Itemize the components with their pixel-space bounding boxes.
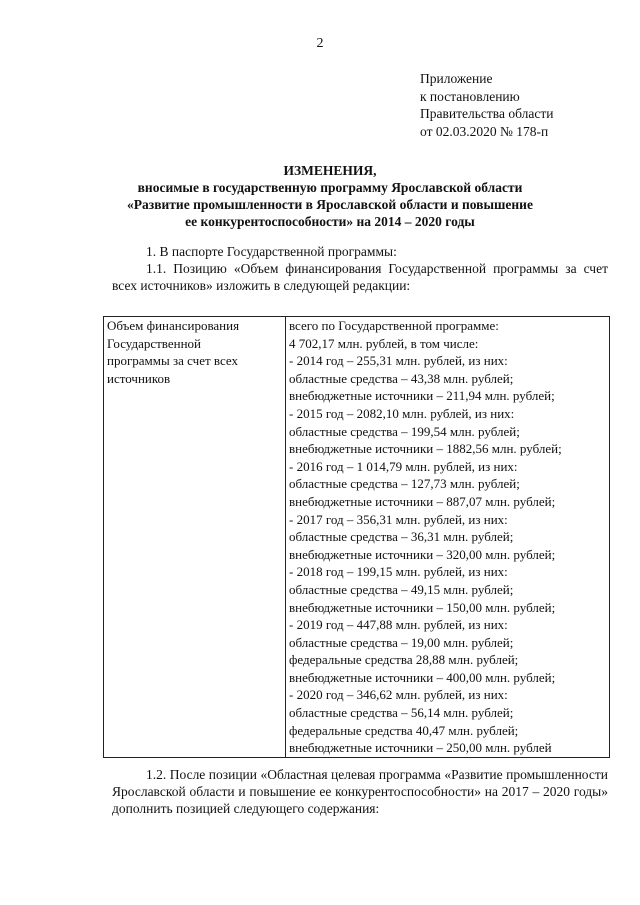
- table-line: внебюджетные источники – 887,07 млн. рублей;: [289, 493, 556, 509]
- table-line: - 2020 год – 346,62 млн. рублей, из них:: [289, 687, 508, 703]
- table-line: программы за счет всех: [107, 353, 238, 369]
- table-line: - 2014 год – 255,31 млн. рублей, из них:: [289, 353, 508, 369]
- paragraph-1-2: 1.2. После позиции «Областная целевая программа «Развитие промышленности Ярославской области и повышение ее конкурентоспособности» на 2017 – 2020 годы» дополнить позицией следующего содержания:: [112, 767, 608, 816]
- table-cell-value: [286, 317, 610, 758]
- table-line: источников: [107, 370, 171, 386]
- table-line: Объем финансирования: [107, 318, 240, 333]
- table-line: - 2018 год – 199,15 млн. рублей, из них:: [289, 564, 508, 580]
- table-line: внебюджетные источники – 150,00 млн. рублей;: [289, 599, 556, 615]
- title-line: ИЗМЕНЕНИЯ,: [283, 163, 377, 178]
- table-line: областные средства – 127,73 млн. рублей;: [289, 476, 520, 492]
- table-row: [104, 317, 610, 758]
- appendix-block: [420, 70, 620, 140]
- table-line: - 2016 год – 1 014,79 млн. рублей, из них:: [289, 458, 518, 474]
- table-line: областные средства – 43,38 млн. рублей;: [289, 370, 514, 386]
- table-line: внебюджетные источники – 250,00 млн. рублей: [289, 740, 552, 756]
- passport-table: [103, 316, 610, 758]
- table-line: областные средства – 19,00 млн. рублей;: [289, 634, 514, 650]
- table-line: внебюджетные источники – 320,00 млн. рублей;: [289, 546, 556, 562]
- table-line: областные средства – 36,31 млн. рублей;: [289, 529, 514, 545]
- title-line: «Развитие промышленности в Ярославской области и повышение: [127, 197, 533, 212]
- table-line: Государственной: [107, 335, 202, 351]
- title-line: ее конкурентоспособности» на 2014 – 2020 годы: [185, 214, 475, 229]
- table-line: внебюджетные источники – 400,00 млн. рублей;: [289, 669, 556, 685]
- table-line: - 2015 год – 2082,10 млн. рублей, из них:: [289, 405, 515, 421]
- table-line: федеральные средства 40,47 млн. рублей;: [289, 722, 519, 738]
- table-line: федеральные средства 28,88 млн. рублей;: [289, 652, 519, 668]
- table-line: областные средства – 49,15 млн. рублей;: [289, 581, 514, 597]
- table-line: 4 702,17 млн. рублей, в том числе:: [289, 335, 479, 351]
- paragraph-1: 1. В паспорте Государственной программы:: [146, 244, 397, 259]
- appendix-line: Правительства области: [420, 106, 554, 121]
- table-line: областные средства – 56,14 млн. рублей;: [289, 705, 514, 721]
- document-title: [80, 162, 580, 230]
- paragraph-1-1: 1.1. Позицию «Объем финансирования Государственной программы за счет всех источников» изложить в следующей редакции:: [112, 261, 608, 293]
- table-line: всего по Государственной программе:: [289, 318, 499, 333]
- table-line: - 2017 год – 356,31 млн. рублей, из них:: [289, 511, 508, 527]
- table-line: внебюджетные источники – 211,94 млн. рублей;: [289, 388, 555, 404]
- table-line: - 2019 год – 447,88 млн. рублей, из них:: [289, 617, 508, 633]
- appendix-line: к постановлению: [420, 88, 520, 104]
- table-line: внебюджетные источники – 1882,56 млн. рублей;: [289, 441, 562, 457]
- appendix-line: от 02.03.2020 № 178-п: [420, 123, 549, 139]
- title-line: вносимые в государственную программу Ярославской области: [137, 180, 523, 195]
- appendix-line: Приложение: [420, 71, 493, 86]
- table-line: областные средства – 199,54 млн. рублей;: [289, 423, 520, 439]
- page-number: 2: [316, 36, 324, 51]
- table-cell-label: [104, 317, 286, 758]
